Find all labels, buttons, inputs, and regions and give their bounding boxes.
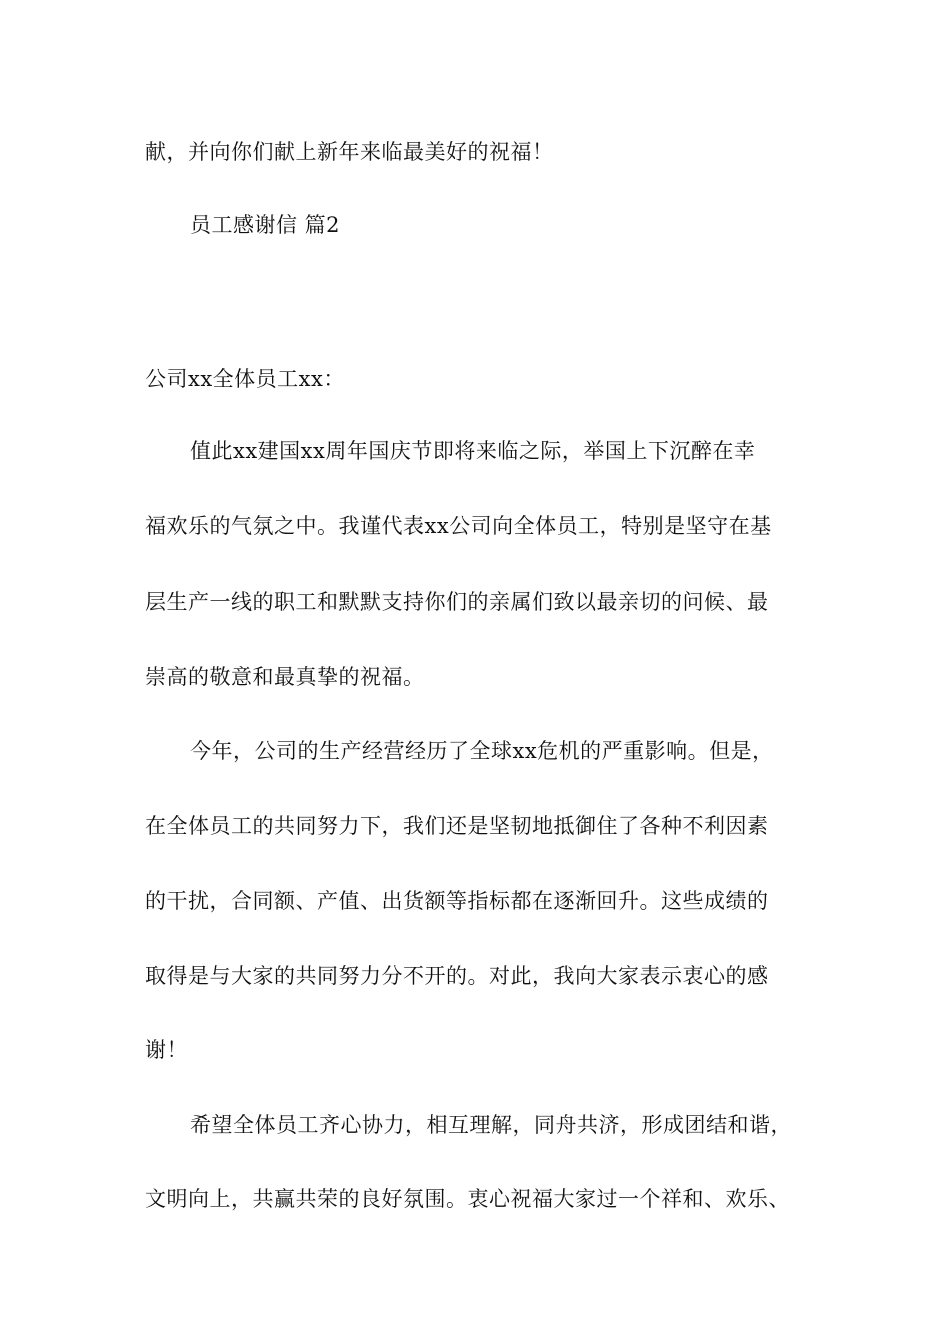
- paragraph-2-line-4: 取得是与大家的共同努力分不开的。对此，我向大家表示衷心的感: [145, 964, 769, 988]
- section-heading: 员工感谢信 篇2: [190, 213, 341, 237]
- paragraph-2-line-1: 今年，公司的生产经营经历了全球xx危机的严重影响。但是，: [190, 739, 774, 763]
- paragraph-2-line-2: 在全体员工的共同努力下，我们还是坚韧地抵御住了各种不利因素: [145, 814, 769, 838]
- salutation: 公司xx全体员工xx：: [145, 367, 345, 391]
- paragraph-2-line-3: 的干扰，合同额、产值、出货额等指标都在逐渐回升。这些成绩的: [145, 889, 769, 913]
- paragraph-3-line-2: 文明向上，共赢共荣的良好氛围。衷心祝福大家过一个祥和、欢乐、: [145, 1187, 790, 1211]
- paragraph-1-line-4: 崇高的敬意和最真挚的祝福。: [145, 665, 425, 689]
- paragraph-1-line-2: 福欢乐的气氛之中。我谨代表xx公司向全体员工，特别是坚守在基: [145, 514, 772, 538]
- paragraph-1-line-3: 层生产一线的职工和默默支持你们的亲属们致以最亲切的问候、最: [145, 590, 769, 614]
- paragraph-2-line-5: 谢！: [145, 1038, 188, 1062]
- paragraph-previous-closing: 献，并向你们献上新年来临最美好的祝福！: [145, 140, 554, 164]
- paragraph-1-line-1: 值此xx建国xx周年国庆节即将来临之际，举国上下沉醉在幸: [190, 439, 756, 463]
- paragraph-3-line-1: 希望全体员工齐心协力，相互理解，同舟共济，形成团结和谐，: [190, 1113, 792, 1137]
